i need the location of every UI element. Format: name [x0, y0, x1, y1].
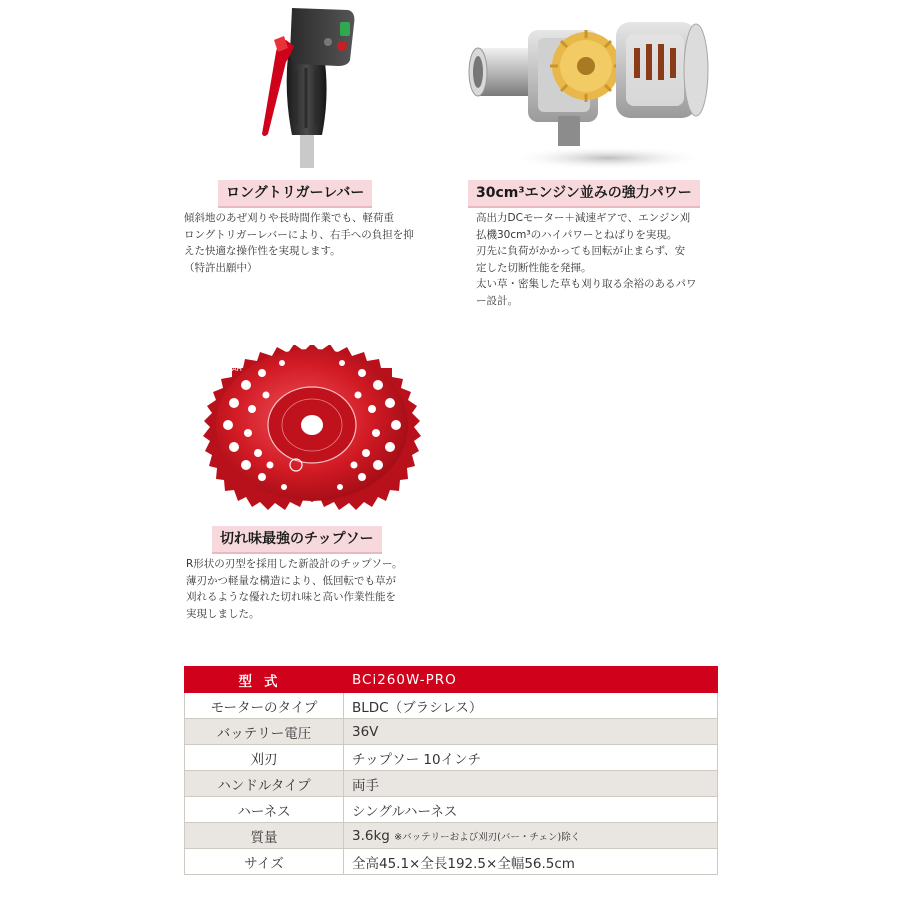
spec-value-text: 3.6kg: [352, 827, 390, 844]
spec-label: 質量: [185, 823, 344, 849]
feature-title-blade: 切れ味最強のチップソー: [212, 526, 382, 554]
desc-line: 太い草・密集した草も刈り取る余裕のあるパワ: [476, 278, 697, 290]
trigger-handle-icon: [240, 0, 370, 168]
spec-label: サイズ: [185, 849, 344, 875]
spec-label: ハンドルタイプ: [185, 771, 344, 797]
desc-line: 刃先に負荷がかかっても回転が止まらず、安: [476, 245, 686, 257]
motor-gearbox-icon: [468, 8, 718, 170]
desc-line: 高出力DCモーター＋減速ギアで、エンジン刈: [476, 212, 691, 224]
desc-line: （特許出願中）: [184, 261, 258, 274]
spec-row: [185, 693, 718, 719]
spec-row: [185, 745, 718, 771]
spec-value: シングルハーネス: [344, 797, 718, 823]
desc-line: ロングトリガーレバーにより、右手への負担を抑: [184, 228, 414, 241]
spec-row: [185, 797, 718, 823]
desc-line: 実現しました。: [186, 607, 260, 620]
desc-line: 払機30cm³のハイパワーとねばりを実現。: [476, 228, 678, 241]
spec-value: BCi260W-PRO: [344, 667, 718, 693]
feature-desc-power: [476, 210, 726, 309]
spec-row: [185, 823, 718, 849]
desc-line: 刈れるような優れた切れ味と高い作業性能を: [186, 591, 396, 603]
spec-value: BLDC（ブラシレス）: [344, 693, 718, 719]
spec-value: 全高45.1×全長192.5×全幅56.5cm: [344, 849, 718, 875]
feature-title-trigger: ロングトリガーレバー: [218, 180, 372, 208]
desc-line: 傾斜地のあぜ刈りや長時間作業でも、軽荷重: [184, 212, 394, 224]
spec-label: モーターのタイプ: [185, 693, 344, 719]
motor-gearbox-image: [468, 8, 718, 170]
desc-line: R形状の刃型を採用した新設計のチップソー。: [186, 558, 403, 570]
spec-label: 型式: [185, 667, 344, 693]
chip-saw-image: [186, 345, 438, 515]
feature-title-power: 30cm³エンジン並みの強力パワー: [468, 180, 700, 208]
spec-row: [185, 719, 718, 745]
spec-table: [184, 666, 718, 875]
desc-line: 薄刃かつ軽量な構造により、低回転でも草が: [186, 574, 396, 587]
desc-line: ー設計。: [476, 294, 518, 307]
spec-value: 36V: [344, 719, 718, 745]
spec-value: [344, 823, 718, 849]
desc-line: えた快適な操作性を実現します。: [184, 245, 341, 257]
spec-row: [185, 849, 718, 875]
blade-brand-logo: ZENOAH: [212, 365, 242, 373]
feature-desc-blade: [186, 556, 456, 622]
trigger-handle-image: [240, 0, 370, 168]
feature-desc-trigger: [184, 210, 452, 276]
desc-line: 定した切断性能を発揮。: [476, 261, 592, 274]
spec-value: チップソー 10インチ: [344, 745, 718, 771]
spec-note: ※バッテリーおよび刈刃(バー・チェン)除く: [394, 831, 581, 843]
spec-header-row: [185, 667, 718, 693]
spec-row: [185, 771, 718, 797]
spec-label: 刈刃: [185, 745, 344, 771]
spec-label: ハーネス: [185, 797, 344, 823]
spec-label: バッテリー電圧: [185, 719, 344, 745]
spec-value: 両手: [344, 771, 718, 797]
